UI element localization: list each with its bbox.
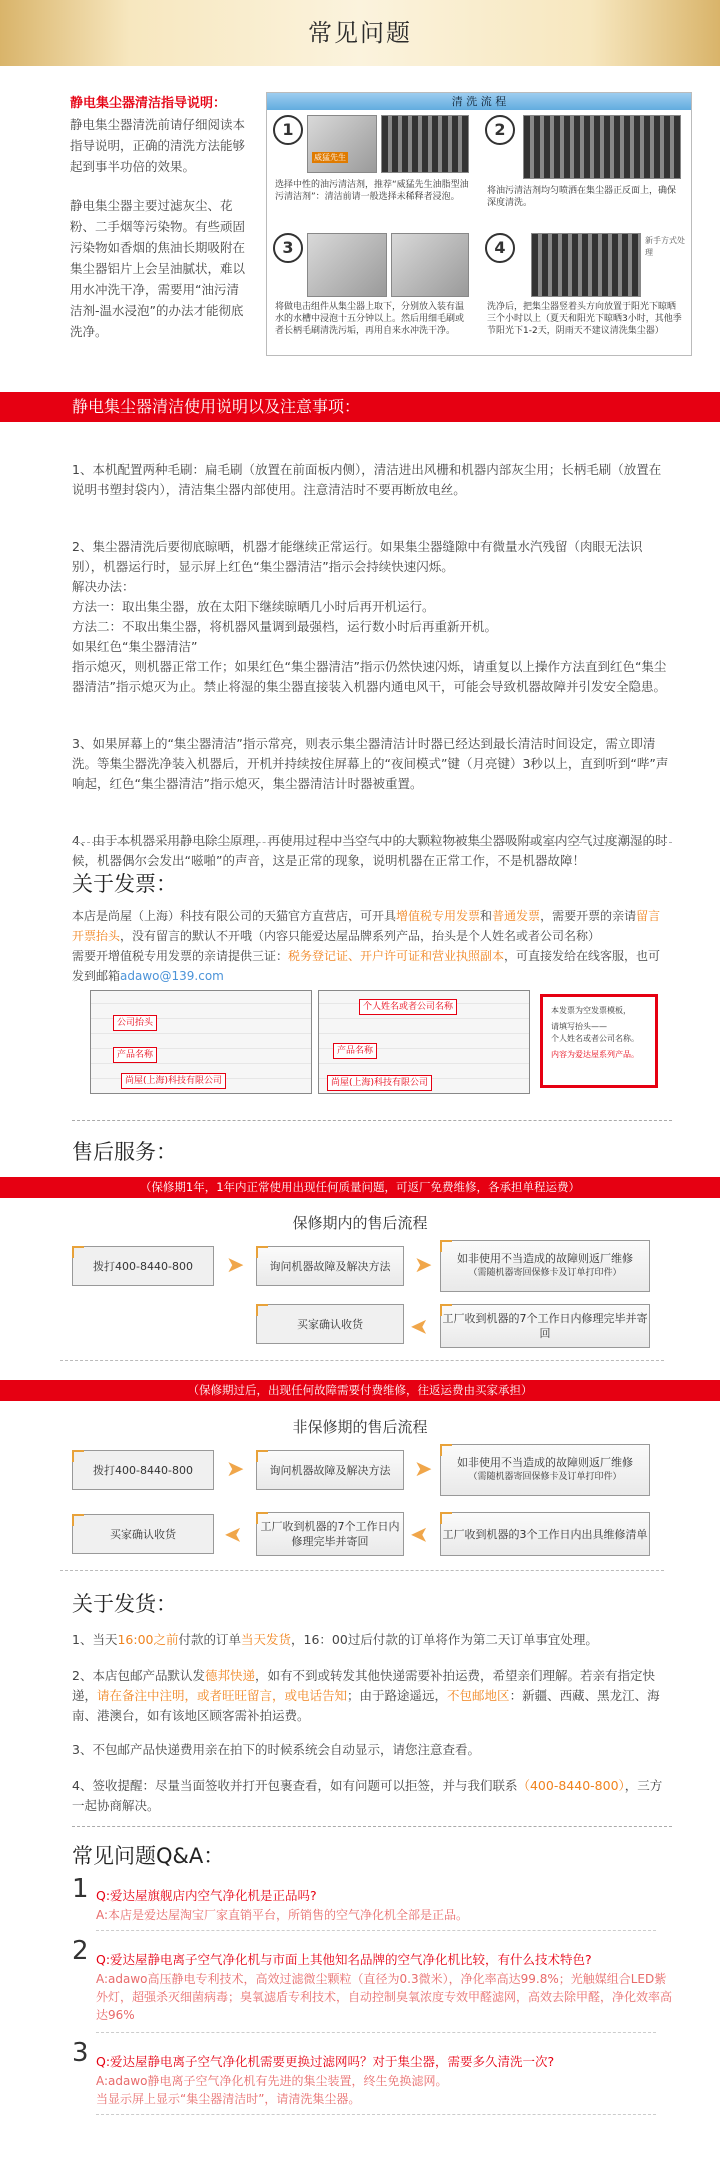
arrow-right-icon: ➤	[414, 1457, 433, 1482]
invoice-label: 产品名称	[113, 1047, 157, 1063]
step-caption: 将做电击组件从集尘器上取下，分别放入装有温水的水槽中浸泡十五分钟以上。然后用细毛刷或者长柄毛刷清洗污垢，再用自来水冲洗干净。	[275, 302, 465, 336]
step-caption: 将油污清洁剂均匀喷洒在集尘器正反面上，确保深度清洗。	[487, 186, 677, 208]
guide-text	[70, 92, 250, 360]
excluded-regions-text: 不包邮地区	[447, 1688, 510, 1703]
text: ；由于路途遥远，	[347, 1688, 448, 1703]
divider	[96, 1930, 656, 1931]
phone-text: （400-8440-800）	[517, 1778, 625, 1793]
arrow-left-icon: ➤	[224, 1522, 243, 1547]
notice-paragraph-1: 1、本机配置两种毛刷：扁毛刷（放置在前面板内侧），清洁进出风栅和机器内部灰尘用；长柄毛刷（放置在说明书塑封袋内），清洁集尘器内部使用。注意清洁时不要再断放电丝。	[72, 462, 662, 497]
qa-answer: A:adawo静电离子空气净化机有先进的集尘装置，终生免换滤网。 当显示屏上显示“集尘器清洁时”，请清洗集尘器。	[96, 2074, 448, 2106]
arrow-left-icon: ➤	[410, 1314, 429, 1339]
cleaner-brand-tag: 威猛先生	[314, 153, 346, 162]
soak-photo	[307, 233, 387, 297]
step-number: 3	[273, 233, 303, 263]
step-number: 2	[485, 115, 515, 145]
invoice-paragraph-1	[72, 906, 672, 946]
text: 1、当天	[72, 1632, 118, 1647]
divider	[60, 1570, 664, 1571]
guide-intro: 静电集尘器清洗前请仔细阅读本指导说明，正确的清洗方法能够起到事半功倍的效果。	[70, 117, 246, 174]
qa-question: Q:爱达屋静电离子空气净化机与市面上其他知名品牌的空气净化机比较，有什么技术特色?	[96, 1952, 592, 1967]
text: 本店是尚屋（上海）科技有限公司的天猫官方直营店，可开具	[72, 909, 397, 923]
notice-paragraph-2: 2、集尘器清洗后要彻底晾晒，机器才能继续正常运行。如果集尘器缝隙中有微量水汽残留（肉眼无法识别），机器运行时，显示屏上红色“集尘器清洁”指示会持续快速闪烁。 解决办法： 方法一：取出集尘器，放在太阳下继续晾晒几小时后再开机运行。 方法二：不取出集尘器，将机器风量调到最强档，运行数小时后再重新开机。 如果红色“集尘器清洁” 指示熄灭，则机器正常工作；如果红色“集尘器清洁”指示仍然快速闪烁，请重复以上操作方法直到红色“集尘器清洁”指示熄灭为止。禁止将湿的集尘器直接装入机器内通电风干，可能会导致机器故障并引发安全隐患。	[72, 539, 667, 694]
qa-heading: 常见问题Q&A：	[72, 1844, 225, 1868]
text: ，三方一起协商解决。	[72, 1778, 663, 1813]
cutoff-time-text: 16:00之前	[117, 1632, 179, 1647]
invoice-label: 公司抬头	[113, 1015, 157, 1031]
divider	[60, 1360, 664, 1361]
step-number: 4	[485, 233, 515, 263]
warranty-bar: （保修期1年，1年内正常使用出现任何质量问题，可返厂免费维修，各承担单程运费）	[0, 1177, 720, 1198]
brush-photo	[391, 233, 469, 297]
invoice-sample-company	[90, 990, 312, 1094]
invoice-label: 个人姓名或者公司名称	[359, 999, 457, 1015]
flow2-title: 非保修期的售后流程	[292, 1418, 428, 1436]
arrow-left-icon: ➤	[410, 1522, 429, 1547]
qa-number: 2	[72, 1936, 89, 1966]
notice-paragraph-3: 3、如果屏幕上的“集尘器清洁”指示常亮，则表示集尘器清洁计时器已经达到最长清洁时间设定，需立即清洗。等集尘器洗净装入机器后，开机并持续按住屏幕上的“夜间模式”键（月亮键）3秒以上，直到听到“哔”声响起，红色“集尘器清洁”指示熄灭，集尘器清洁计时器被重置。	[72, 736, 669, 791]
service-heading: 售后服务：	[72, 1140, 177, 1164]
flow1-call-box: 拨打400-8440-800	[72, 1246, 214, 1286]
flow1-ask-box: 询问机器故障及解决方法	[256, 1246, 404, 1286]
note-line: 本发票为空发票模板，	[551, 1006, 631, 1015]
flow1-title: 保修期内的售后流程	[292, 1214, 428, 1232]
shipping-line-2	[72, 1666, 672, 1726]
note-text: 请填写抬头——	[551, 1022, 607, 1031]
certificates-text: 税务登记证、开户许可证和营业执照副本	[288, 949, 505, 963]
notice-body	[72, 440, 672, 908]
guide-title: 静电集尘器清洁指导说明：	[70, 96, 227, 111]
notice-bar: 静电集尘器清洁使用说明以及注意事项：	[0, 392, 720, 422]
drying-photo	[531, 233, 641, 297]
page-title: 常见问题	[308, 19, 412, 47]
divider	[72, 842, 672, 843]
courier-text: 德邦快递	[204, 1668, 255, 1683]
panel-title: 清 洗 流 程	[267, 93, 691, 110]
invoice-paragraph-2	[72, 946, 672, 986]
text: ：新疆、西藏、黑龙江、海南、港澳台，如有该地区顾客需补拍运费。	[72, 1688, 660, 1723]
flow2-call-box: 拨打400-8440-800	[72, 1450, 214, 1490]
divider	[96, 2114, 656, 2115]
step-number: 1	[273, 115, 303, 145]
text: 和	[480, 909, 493, 923]
dust-collector-photo	[381, 115, 469, 173]
text: 需要开增值税专用发票的亲请提供三证：	[72, 949, 289, 963]
expired-bar: （保修期过后，出现任何故障需要付费维修，往返运费由买家承担）	[0, 1380, 720, 1401]
cleaning-process-panel	[266, 92, 692, 356]
arrow-right-icon: ➤	[226, 1253, 245, 1278]
note-instruction-text: 请在备注中注明，或者旺旺留言，或电话告知	[97, 1688, 348, 1703]
invoice-note-box	[540, 994, 658, 1088]
cleaning-step-3	[273, 233, 473, 353]
invoice-heading: 关于发票：	[72, 872, 177, 896]
invoice-label: 产品名称	[333, 1043, 377, 1059]
invoice-label: 尚屋(上海)科技有限公司	[121, 1073, 226, 1089]
flow2-repair-box: 工厂收到机器的7个工作日内修理完毕并寄回	[256, 1512, 404, 1556]
text: 付款的订单	[178, 1632, 241, 1647]
shipping-line-1	[72, 1630, 672, 1650]
email-link[interactable]: adawo@139.com	[120, 969, 224, 983]
qa-number: 3	[72, 2038, 89, 2068]
flow2-return-box	[440, 1444, 650, 1496]
shipping-line-4	[72, 1776, 672, 1816]
return-text: 如非使用不当造成的故障则返厂维修	[457, 1252, 633, 1265]
qa-answer: A:本店是爱达屋淘宝厂家直销平台，所销售的空气净化机全部是正品。	[96, 1908, 469, 1922]
spray-photo	[523, 115, 681, 179]
qa-answer: A:adawo高压静电专利技术，高效过滤微尘颗粒（直径为0.3微米），净化率高达99.8%；光触媒组合LED紫外灯，超强杀灭细菌病毒；臭氧滤盾专利技术，自动控制臭氧浓度专效甲醛滤网，高效去除甲醛，净化效率高达96%	[96, 1972, 673, 2022]
drying-tag: 新手方式处理	[645, 236, 685, 257]
page-header	[0, 0, 720, 66]
vat-invoice-text: 增值税专用发票	[396, 909, 481, 923]
normal-invoice-text: 普通发票	[492, 909, 541, 923]
invoice-label: 尚屋(上海)科技有限公司	[327, 1075, 432, 1091]
step-caption: 选择中性的油污清洁剂，推荐“威猛先生油脂型油污清洁剂”：清洁前请一般选择未稀释者浸泡。	[275, 180, 469, 202]
divider	[96, 2032, 656, 2033]
invoice-sample-personal	[318, 990, 530, 1094]
text: ，没有留言的默认不开哦（内容只能爱达屋品牌系列产品，抬头是个人姓名或者公司名称）	[120, 929, 601, 943]
divider	[72, 1826, 672, 1827]
qa-question: Q:爱达屋旗舰店内空气净化机是正品吗?	[96, 1888, 317, 1903]
flow2-quote-box: 工厂收到机器的3个工作日内出具维修清单	[440, 1512, 650, 1556]
cleaning-step-2	[485, 115, 685, 233]
divider	[72, 1120, 672, 1121]
flow2-ask-box: 询问机器故障及解决方法	[256, 1450, 404, 1490]
guide-detail: 静电集尘器主要过滤灰尘、花粉、二手烟等污染物。有些顽固污染物如香烟的焦油长期吸附在集尘器铝片上会呈油腻状，难以用水冲洗干净，需要用“油污清洁剂-温水浸泡”的办法才能彻底洗净。	[70, 198, 246, 339]
text: ，可直接发给在线客服，也可发到邮箱	[72, 949, 661, 983]
same-day-text: 当天发货	[241, 1632, 292, 1647]
return-subtext: （需随机器寄回保修卡及订单打印件）	[468, 1472, 622, 1482]
text: 2、本店包邮产品默认发	[72, 1668, 205, 1683]
note-line: 个人姓名或者公司名称。	[551, 1034, 639, 1043]
flow2-confirm-box: 买家确认收货	[72, 1514, 214, 1554]
flow1-return-box	[440, 1240, 650, 1292]
note-line	[551, 1021, 647, 1033]
note-line: 内容为爱达屋系列产品。	[551, 1050, 639, 1059]
arrow-right-icon: ➤	[226, 1457, 245, 1482]
text: ，16：00过后付款的订单将作为第二天订单事宜处理。	[291, 1632, 598, 1647]
invoice-title-text: 留言开票抬头	[72, 909, 661, 943]
flow1-repair-box: 工厂收到机器的7个工作日内修理完毕并寄回	[440, 1304, 650, 1348]
notice-paragraph-4: 4、由于本机器采用静电除尘原理，再使用过程中当空气中的大颗粒物被集尘器吸附或室内空气过度潮湿的时候，机器偶尔会发出“嗞啪”的声音，这是正常的现象，说明机器在正常工作，不是机器故障！	[72, 833, 668, 868]
return-subtext: （需随机器寄回保修卡及订单打印件）	[468, 1268, 622, 1278]
text: ，需要开票的亲请	[540, 909, 637, 923]
cleaning-step-1	[273, 115, 473, 233]
qa-question: Q:爱达屋静电离子空气净化机需要更换过滤网吗？对于集尘器，需要多久清洗一次?	[96, 2054, 555, 2069]
cleaner-bottle-photo	[307, 115, 377, 173]
return-text: 如非使用不当造成的故障则返厂维修	[457, 1456, 633, 1469]
text: 4、签收提醒：尽量当面签收并打开包裹查看，如有问题可以拒签，并与我们联系	[72, 1778, 518, 1793]
text: ，如有不到或转发其他快递需要补拍运费，希望亲们理解。若亲有指定快递，	[72, 1668, 655, 1703]
shipping-line-3: 3、不包邮产品快递费用亲在拍下的时候系统会自动显示，请您注意查看。	[72, 1742, 480, 1757]
cleaning-step-4	[485, 233, 685, 353]
qa-number: 1	[72, 1874, 89, 1904]
step-caption: 洗净后，把集尘器竖着头方向放置于阳光下晾晒三个小时以上（夏天和阳光下晾晒3小时，其他季节阳光下1-2天，阴雨天不建议清洗集尘器）	[487, 302, 682, 336]
shipping-heading: 关于发货：	[72, 1592, 177, 1616]
flow1-confirm-box: 买家确认收货	[256, 1304, 404, 1344]
arrow-right-icon: ➤	[414, 1253, 433, 1278]
